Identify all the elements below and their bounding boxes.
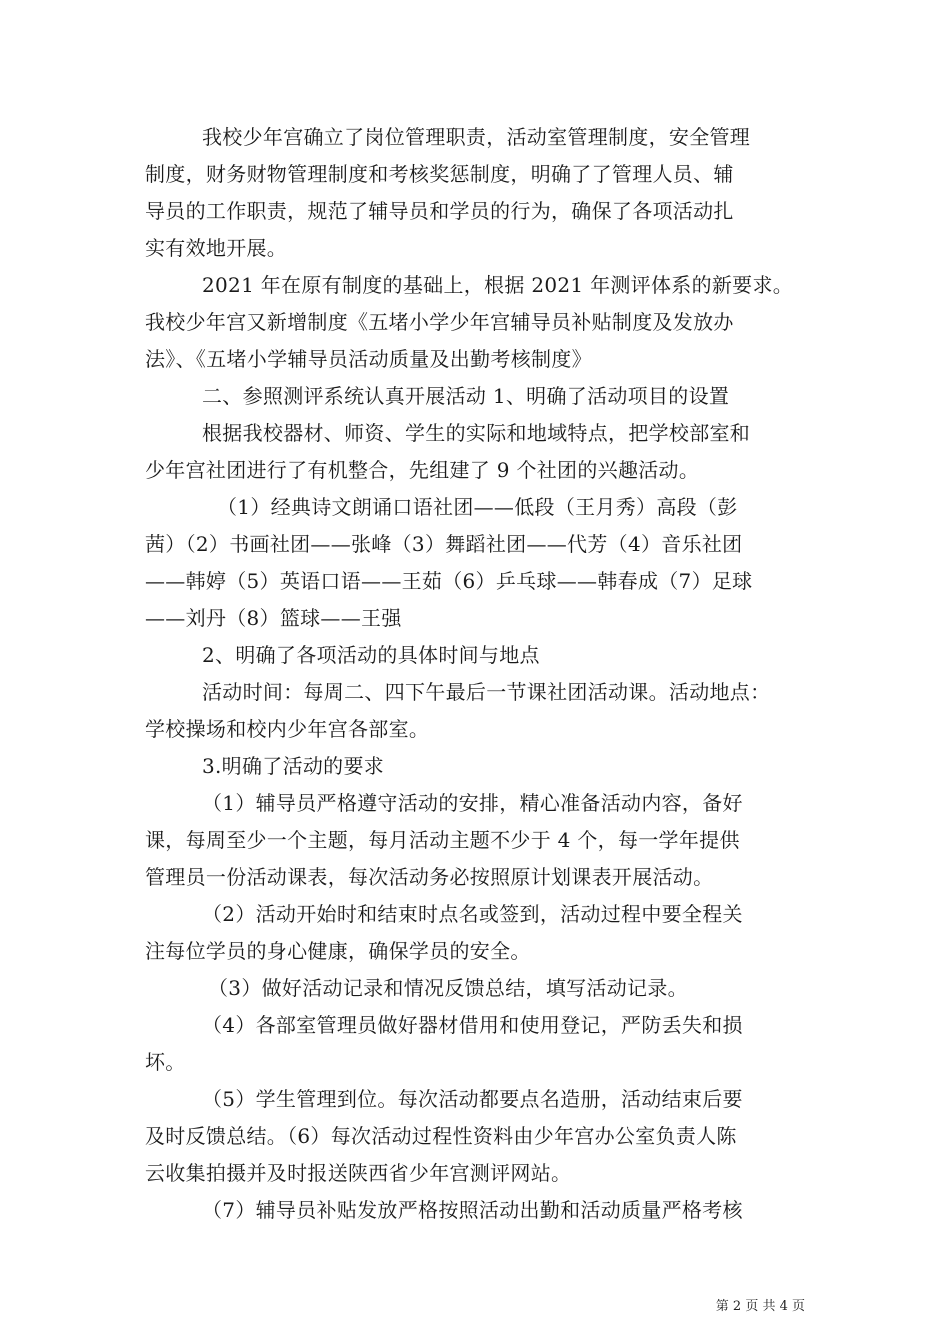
text-line: （7）辅导员补贴发放严格按照活动出勤和活动质量严格考核 [202, 1198, 743, 1222]
text-line: 及时反馈总结。（6）每次活动过程性资料由少年宫办公室负责人陈 [145, 1124, 737, 1148]
text-line: 学校操场和校内少年宫各部室。 [145, 717, 430, 741]
section-heading: 二、参照测评系统认真开展活动 1、明确了活动项目的设置 [202, 384, 730, 408]
text-line: 法》、《五堵小学辅导员活动质量及出勤考核制度》 [145, 347, 592, 371]
text-line: ——刘丹（8）篮球——王强 [145, 606, 402, 630]
text-line: （4）各部室管理员做好器材借用和使用登记，严防丢失和损 [202, 1013, 743, 1037]
text-line: 课，每周至少一个主题，每月活动主题不少于 4 个，每一学年提供 [145, 828, 740, 852]
text-line: 云收集拍摄并及时报送陕西省少年宫测评网站。 [145, 1161, 572, 1185]
text-line: 注每位学员的身心健康，确保学员的安全。 [145, 939, 531, 963]
text-line: 2021 年在原有制度的基础上，根据 2021 年测评体系的新要求。 [202, 273, 794, 297]
text-line: 我校少年宫确立了岗位管理职责，活动室管理制度，安全管理 [202, 125, 751, 149]
section-heading: 2、明确了各项活动的具体时间与地点 [202, 643, 540, 667]
text-line: （1）经典诗文朗诵口语社团——低段（王月秀）高段（彭 [217, 495, 738, 519]
text-line: 我校少年宫又新增制度《五堵小学少年宫辅导员补贴制度及发放办 [145, 310, 734, 334]
text-line: 活动时间：每周二、四下午最后一节课社团活动课。活动地点： [202, 680, 771, 704]
text-line: 坏。 [145, 1050, 186, 1074]
section-heading: 3.明确了活动的要求 [202, 754, 385, 778]
text-line: 导员的工作职责，规范了辅导员和学员的行为，确保了各项活动扎 [145, 199, 734, 223]
text-line: 茜）（2）书画社团——张峰（3）舞蹈社团——代芳（4）音乐社团 [145, 532, 743, 556]
text-line: （5）学生管理到位。每次活动都要点名造册，活动结束后要 [202, 1087, 743, 1111]
text-line: （2）活动开始时和结束时点名或签到，活动过程中要全程关 [202, 902, 743, 926]
page-number-footer: 第 2 页 共 4 页 [715, 1299, 805, 1314]
text-line: 管理员一份活动课表，每次活动务必按照原计划课表开展活动。 [145, 865, 714, 889]
text-line: 制度，财务财物管理制度和考核奖惩制度，明确了了管理人员、辅 [145, 162, 734, 186]
text-line: （3）做好活动记录和情况反馈总结，填写活动记录。 [208, 976, 688, 1000]
text-line: ——韩婷（5）英语口语——王茹（6）乒乓球——韩春成（7）足球 [145, 569, 753, 593]
text-line: 根据我校器材、师资、学生的实际和地域特点，把学校部室和 [202, 421, 751, 445]
text-line: 少年宫社团进行了有机整合，先组建了 9 个社团的兴趣活动。 [145, 458, 700, 482]
text-line: 实有效地开展。 [145, 236, 288, 260]
text-line: （1）辅导员严格遵守活动的安排，精心准备活动内容，备好 [202, 791, 743, 815]
